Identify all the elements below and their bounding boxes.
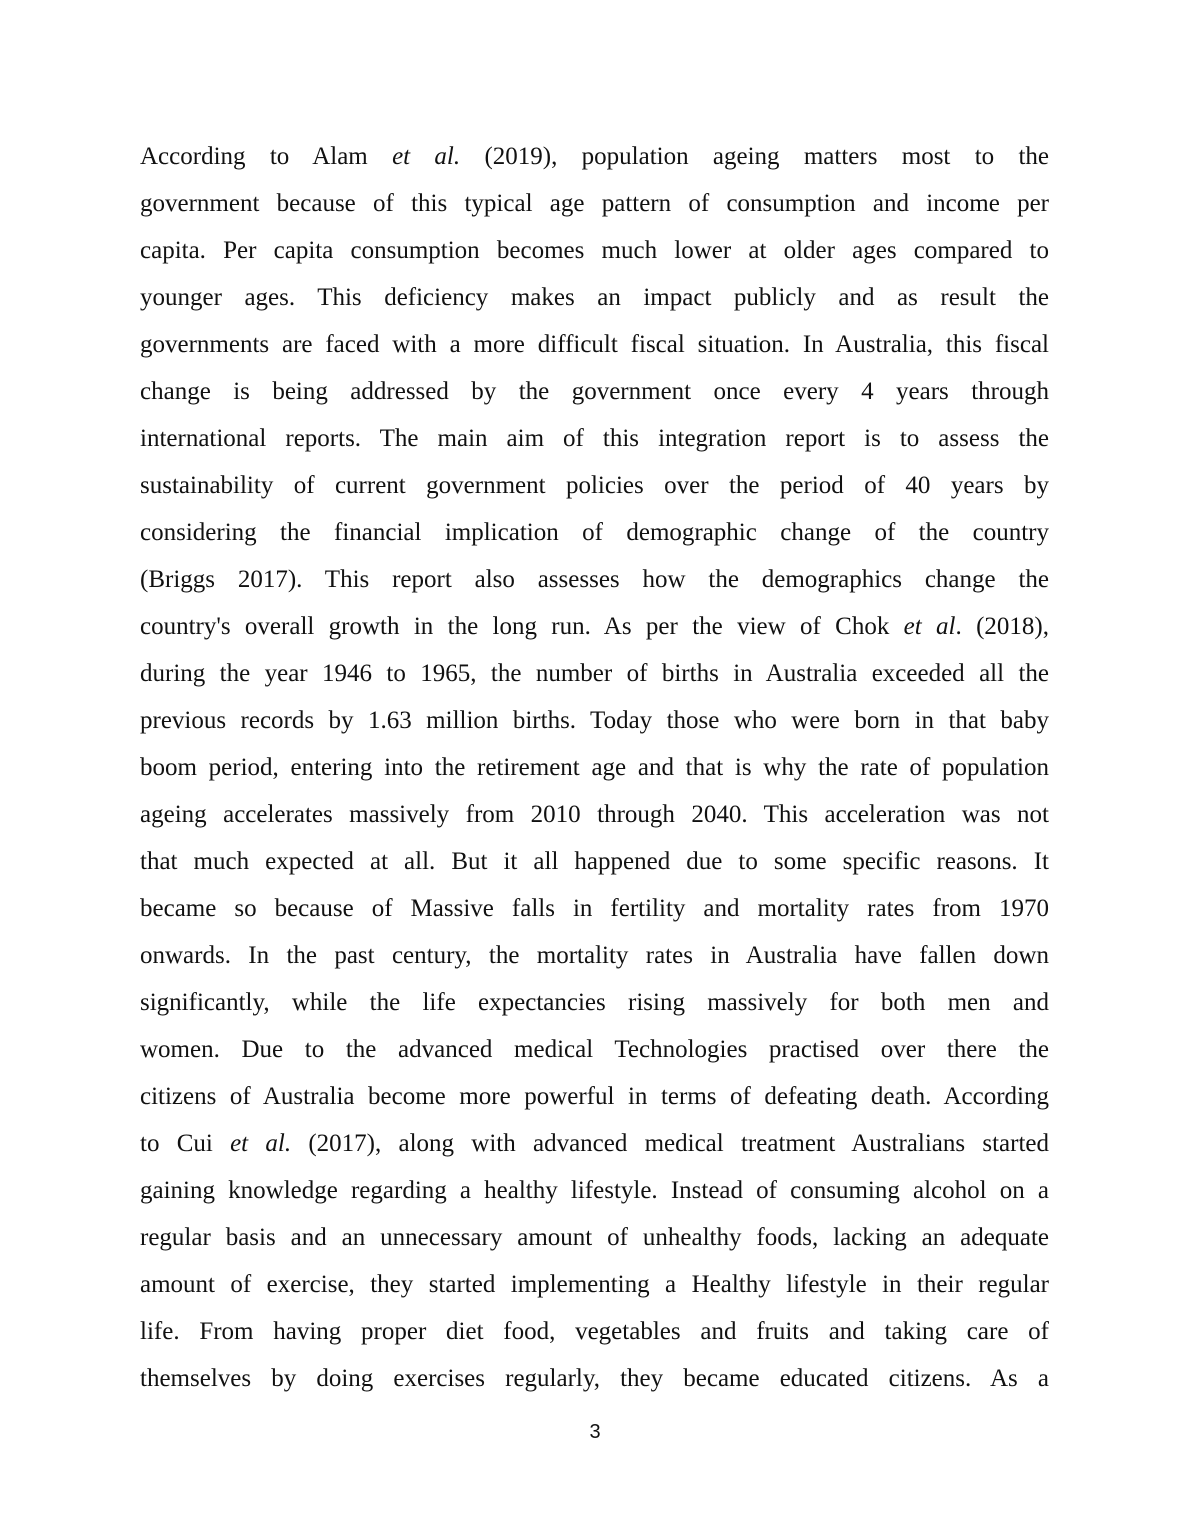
text-line: [140, 744, 1049, 791]
italic-citation: et al.: [392, 143, 461, 170]
text-line: [140, 791, 1049, 838]
text-line: [140, 1167, 1049, 1214]
text-run: became so because of Massive falls in fertility and mortality rates from 1970: [140, 895, 1049, 922]
text-run: sustainability of current government policies over the period of 40 years by: [140, 472, 1049, 499]
text-run: ageing accelerates massively from 2010 through 2040. This acceleration was not: [140, 801, 1049, 828]
text-line: [140, 556, 1049, 603]
text-run: onwards. In the past century, the mortality rates in Australia have fallen down: [140, 942, 1049, 969]
text-run: . (2018),: [955, 613, 1049, 640]
text-line: [140, 697, 1049, 744]
text-line: [140, 321, 1049, 368]
text-run: (2019), population ageing matters most to the: [460, 143, 1049, 170]
text-line: [140, 415, 1049, 462]
text-line: [140, 274, 1049, 321]
text-run: life. From having proper diet food, vegetables and fruits and taking care of: [140, 1318, 1049, 1345]
text-run: during the year 1946 to 1965, the number of births in Australia exceeded all the: [140, 660, 1049, 687]
text-line: [140, 227, 1049, 274]
text-line: [140, 979, 1049, 1026]
text-run: government because of this typical age pattern of consumption and income per: [140, 190, 1049, 217]
text-run: governments are faced with a more difficult fiscal situation. In Australia, this fiscal: [140, 331, 1049, 358]
text-run: amount of exercise, they started implementing a Healthy lifestyle in their regular: [140, 1271, 1049, 1298]
text-line: [140, 650, 1049, 697]
text-line: [140, 932, 1049, 979]
text-run: significantly, while the life expectancies rising massively for both men and: [140, 989, 1049, 1016]
text-line: [140, 462, 1049, 509]
italic-citation: et al.: [230, 1130, 292, 1157]
page-number: 3: [589, 1421, 601, 1443]
text-run: citizens of Australia become more powerful in terms of defeating death. According: [140, 1083, 1049, 1110]
text-run: previous records by 1.63 million births. Today those who were born in that baby: [140, 707, 1049, 734]
text-run: capita. Per capita consumption becomes much lower at older ages compared to: [140, 237, 1049, 264]
body-paragraph: [140, 133, 1049, 1402]
text-line: [140, 1026, 1049, 1073]
text-run: According to Alam: [140, 143, 393, 170]
text-run: international reports. The main aim of this integration report is to assess the: [140, 425, 1049, 452]
text-line: [140, 1120, 1049, 1167]
text-line: [140, 368, 1049, 415]
text-run: younger ages. This deficiency makes an impact publicly and as result the: [140, 284, 1049, 311]
text-line: [140, 133, 1049, 180]
text-run: boom period, entering into the retirement age and that is why the rate of population: [140, 754, 1049, 781]
text-run: women. Due to the advanced medical Technologies practised over there the: [140, 1036, 1049, 1063]
text-run: themselves by doing exercises regularly, they became educated citizens. As a: [140, 1365, 1049, 1392]
text-run: that much expected at all. But it all happened due to some specific reasons. It: [140, 848, 1049, 875]
text-run: considering the financial implication of demographic change of the country: [140, 519, 1049, 546]
text-run: (Briggs 2017). This report also assesses how the demographics change the: [140, 566, 1049, 593]
text-line: [140, 509, 1049, 556]
text-run: to Cui: [140, 1130, 231, 1157]
text-line: [140, 1308, 1049, 1355]
text-line: [140, 1261, 1049, 1308]
text-line: [140, 838, 1049, 885]
text-line: [140, 180, 1049, 227]
text-line: [140, 1355, 1049, 1402]
italic-citation: et al: [903, 613, 956, 640]
text-line: [140, 1073, 1049, 1120]
text-run: (2017), along with advanced medical treatment Australians started: [291, 1130, 1049, 1157]
text-line: [140, 603, 1049, 650]
text-line: [140, 885, 1049, 932]
text-run: gaining knowledge regarding a healthy lifestyle. Instead of consuming alcohol on a: [140, 1177, 1049, 1204]
text-run: country's overall growth in the long run. As per the view of Chok: [140, 613, 904, 640]
text-run: regular basis and an unnecessary amount of unhealthy foods, lacking an adequate: [140, 1224, 1049, 1251]
text-run: change is being addressed by the government once every 4 years through: [140, 378, 1049, 405]
text-line: [140, 1214, 1049, 1261]
